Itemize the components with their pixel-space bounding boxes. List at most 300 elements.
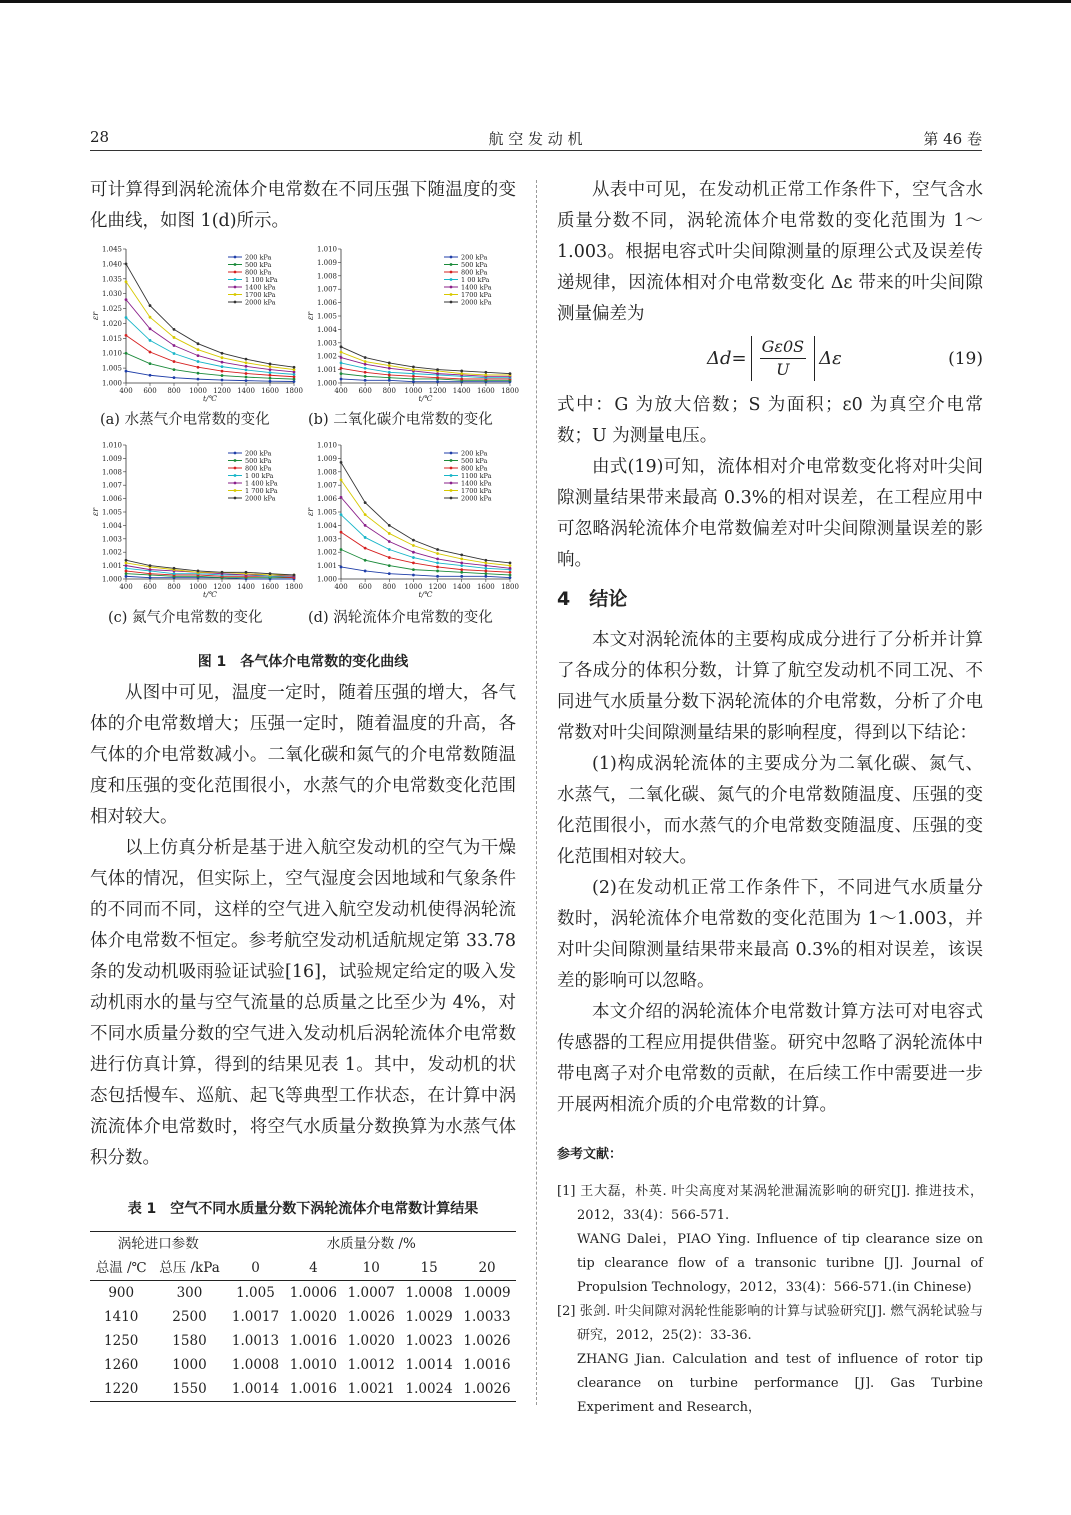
x-tick-label: 800 (382, 387, 396, 395)
data-point (460, 568, 463, 571)
chart-co2 (305, 243, 519, 403)
table-cell: 1.0014 (231, 1381, 280, 1397)
equation-lhs: Δd= (707, 348, 747, 369)
data-point (364, 536, 367, 539)
data-point (125, 370, 128, 373)
data-point (173, 336, 176, 339)
x-tick-label: 1600 (261, 583, 279, 591)
data-point (125, 572, 128, 575)
table-cell: 1250 (104, 1333, 139, 1349)
legend-label: 1700 kPa (461, 486, 492, 495)
data-point (245, 372, 248, 375)
x-tick-label: 1800 (501, 583, 519, 591)
data-point (221, 374, 224, 377)
table-cell: 1.0026 (347, 1309, 395, 1325)
data-point (173, 328, 176, 331)
data-point (245, 368, 248, 371)
data-point (436, 566, 439, 569)
data-point (436, 380, 439, 383)
data-point (125, 567, 128, 570)
data-point (340, 513, 343, 516)
x-tick-label: 1400 (452, 583, 471, 591)
series-line (341, 515, 510, 570)
legend-marker (234, 256, 237, 259)
paragraph: 本文对涡轮流体的主要构成成分进行了分析并计算了各成分的体积分数，计算了航空发动机不同工况、不同进气水质量分数下涡轮流体的介电常数，分析了介电常数对叶尖间隙测量结果的影响程度，得到以下结论： (557, 630, 983, 743)
data-point (293, 371, 296, 374)
table-cell: 1000 (172, 1357, 207, 1373)
equation-fraction (751, 336, 816, 381)
y-tick-label: 1.008 (101, 468, 122, 477)
y-tick-label: 1.007 (316, 481, 337, 490)
table-cell: 1.0012 (347, 1357, 395, 1373)
data-point (269, 572, 272, 575)
table-row (90, 1329, 516, 1353)
data-point (125, 562, 128, 565)
data-point (412, 372, 415, 375)
data-point (293, 368, 296, 371)
data-point (364, 570, 367, 573)
data-point (460, 370, 463, 373)
journal-title: 航 空 发 动 机 (488, 130, 583, 148)
data-point (412, 366, 415, 369)
table-cell: 1260 (104, 1357, 139, 1373)
data-point (293, 574, 296, 577)
legend-marker (450, 497, 453, 500)
x-tick-label: 1600 (261, 387, 279, 395)
legend-marker (450, 263, 453, 266)
data-point (269, 380, 272, 383)
data-point (484, 567, 487, 570)
x-tick-label: 800 (167, 387, 181, 395)
y-tick-label: 1.008 (316, 468, 337, 477)
data-point (245, 365, 248, 368)
data-point (173, 376, 176, 379)
table-cell: 1.0008 (231, 1357, 280, 1373)
y-tick-label: 1.025 (101, 305, 122, 314)
x-tick-label: 1000 (189, 387, 207, 395)
table-cell: 1.0033 (463, 1309, 511, 1325)
data-point (293, 380, 296, 383)
data-point (364, 363, 367, 366)
data-point (388, 371, 391, 374)
data-point (340, 566, 343, 569)
data-point (340, 356, 343, 359)
table-cell: 1.0020 (347, 1333, 395, 1349)
x-tick-label: 1000 (404, 583, 423, 591)
series-line (126, 317, 294, 374)
data-point (412, 368, 415, 371)
legend-marker (450, 474, 453, 477)
data-point (460, 553, 463, 556)
data-point (269, 368, 272, 371)
x-tick-label: 1200 (428, 387, 447, 395)
table-cell: 1.0029 (405, 1309, 453, 1325)
table-cell: 1.0020 (289, 1309, 337, 1325)
data-point (509, 576, 512, 579)
data-point (364, 371, 367, 374)
legend-marker (450, 459, 453, 462)
data-point (269, 371, 272, 374)
x-tick-label: 1400 (452, 387, 471, 395)
legend-label: 1700 kPa (461, 290, 492, 299)
paragraph: 由式(19)可知，流体相对介电常数变化将对叶尖间隙测量结果带来最高 0.3%的相对误差，在工程应用中可忽略涡轮流体介电常数偏差对叶尖间隙测量误差的影响。 (557, 457, 983, 570)
x-tick-label: 600 (143, 583, 157, 591)
y-tick-label: 1.007 (101, 481, 122, 490)
chart-turbine-fluid (305, 439, 519, 599)
y-tick-label: 1.000 (316, 575, 337, 584)
paragraph: 从图中可见，温度一定时，随着压强的增大，各气体的介电常数增大；压强一定时，随着温度的升高，各气体的介电常数减小。二氧化碳和氮气的介电常数随温度和压强的变化范围很小，水蒸气的介电常数变化范围相对较大。 (90, 683, 516, 827)
data-point (364, 559, 367, 562)
table-column-header: 总温 /℃ (95, 1260, 147, 1276)
legend-label: 800 kPa (245, 268, 272, 277)
data-point (269, 374, 272, 377)
reference-item (557, 1300, 983, 1420)
paragraph: (2)在发动机正常工作条件下，不同进气水质量分数时，涡轮流体介电常数的变化范围为 1～1.003，并对叶尖间隙测量结果带来最高 0.3%的相对误差，该误差的影响可以忽略。 (557, 878, 983, 991)
data-point (125, 298, 128, 301)
data-point (412, 544, 415, 547)
legend-label: 1 100 kPa (245, 275, 278, 284)
data-point (340, 367, 343, 370)
data-point (436, 376, 439, 379)
legend-label: 500 kPa (245, 456, 272, 465)
data-point (340, 461, 343, 464)
y-tick-label: 1.040 (101, 260, 122, 269)
legend-label: 2000 kPa (245, 298, 276, 307)
y-tick-label: 1.001 (316, 366, 337, 375)
equation-label: (19) (948, 349, 983, 369)
data-point (221, 365, 224, 368)
legend-marker (450, 452, 453, 455)
paragraph: 本文介绍的涡轮流体介电常数计算方法可对电容式传感器的工程应用提供借鉴。研究中忽略了涡轮流体中带电离子对介电常数的贡献，在后续工作中需要进一步开展两相流介质的介电常数的计算。 (557, 1002, 983, 1115)
table-cell: 1.0016 (289, 1381, 337, 1397)
data-point (412, 551, 415, 554)
table-row (90, 1281, 516, 1306)
y-tick-label: 1.010 (101, 349, 122, 358)
data-point (460, 571, 463, 574)
x-tick-label: 1200 (213, 387, 231, 395)
table-row (90, 1377, 516, 1402)
x-axis-label: t/℃ (203, 394, 217, 403)
legend-marker (234, 301, 237, 304)
table-cell: 1.0023 (405, 1333, 453, 1349)
left-column (90, 175, 519, 1402)
table-cell: 1410 (104, 1309, 139, 1325)
y-axis-label: εr (91, 311, 100, 321)
data-point (340, 372, 343, 375)
x-tick-label: 400 (119, 387, 133, 395)
data-point (388, 379, 391, 382)
y-tick-label: 1.006 (316, 495, 337, 504)
data-point (436, 558, 439, 561)
data-point (293, 378, 296, 381)
data-point (436, 552, 439, 555)
y-tick-label: 1.009 (316, 454, 337, 463)
data-point (149, 316, 152, 319)
x-axis-label: t/℃ (418, 394, 433, 403)
x-tick-label: 1000 (404, 387, 423, 395)
data-point (149, 327, 152, 330)
y-tick-label: 1.004 (316, 325, 337, 334)
data-point (484, 562, 487, 565)
y-tick-label: 1.005 (101, 508, 122, 517)
y-tick-label: 1.000 (101, 575, 122, 584)
legend-marker (450, 278, 453, 281)
data-point (509, 562, 512, 565)
y-axis-label: εr (91, 507, 100, 517)
data-point (149, 351, 152, 354)
data-point (149, 568, 152, 571)
data-point (484, 374, 487, 377)
x-axis-label: t/℃ (203, 590, 217, 599)
y-tick-label: 1.001 (101, 562, 122, 571)
reference-en: WANG Dalei，PIAO Ying. Influence of tip clearance size on tip clearance flow of a transonic turibne [J]. Journal of Propulsion Technology，2012，33(4)：566-571.(in Chinese) (577, 1232, 983, 1295)
data-point (484, 371, 487, 374)
data-point (125, 575, 128, 578)
data-point (484, 564, 487, 567)
data-point (340, 378, 343, 381)
subcaption-c: (c) 氮气介电常数的变化 (108, 610, 263, 626)
legend-marker (234, 452, 237, 455)
table-cell: 1550 (172, 1381, 207, 1397)
x-tick-label: 1000 (189, 583, 207, 591)
table-cell: 1.0016 (463, 1357, 511, 1373)
data-point (460, 564, 463, 567)
y-tick-label: 1.005 (316, 312, 337, 321)
table-cell: 1.0017 (231, 1309, 280, 1325)
data-point (412, 378, 415, 381)
data-point (125, 570, 128, 573)
data-point (364, 360, 367, 363)
data-point (149, 362, 152, 365)
x-tick-label: 1800 (501, 387, 519, 395)
data-point (412, 375, 415, 378)
y-tick-label: 1.002 (101, 548, 122, 557)
data-point (149, 576, 152, 579)
legend-label: 200 kPa (461, 253, 488, 262)
reference-cn: [2] 张剑. 叶尖间隙对涡轮性能影响的计算与试验研究[J]. 燃气涡轮试验与研究，2012，25(2)：33-36. (557, 1304, 983, 1343)
y-tick-label: 1.007 (316, 285, 337, 294)
data-point (197, 354, 200, 357)
legend-marker (450, 271, 453, 274)
figure-1 (90, 243, 519, 647)
legend-marker (234, 482, 237, 485)
page-number: 28 (90, 128, 110, 146)
right-column (557, 175, 983, 1420)
data-point (388, 564, 391, 567)
subcaption-a: (a) 水蒸气介电常数的变化 (100, 412, 270, 428)
data-point (125, 564, 128, 567)
y-tick-label: 1.005 (101, 364, 122, 373)
y-tick-label: 1.035 (101, 275, 122, 284)
data-point (340, 478, 343, 481)
x-tick-label: 1800 (285, 387, 303, 395)
data-point (364, 367, 367, 370)
header-rule (90, 150, 982, 151)
legend-label: 500 kPa (461, 456, 488, 465)
volume-label: 第 46 卷 (923, 130, 982, 148)
legend-label: 1 00 kPa (461, 275, 490, 284)
x-tick-label: 1600 (476, 583, 495, 591)
paragraph: 从表中可见，在发动机正常工作条件下，空气含水质量分数不同，涡轮流体介电常数的变化范围为 1～1.003。根据电容式叶尖间隙测量的原理公式及误差传递规律，因流体相对介电常数变化 Δε 带来的叶尖间隙测量偏差为 (557, 180, 983, 324)
y-tick-label: 1.010 (316, 245, 337, 254)
series-line (341, 347, 510, 374)
data-point (412, 562, 415, 565)
table-cell: 1.0007 (347, 1285, 395, 1301)
series-line (341, 497, 510, 568)
legend-label: 800 kPa (461, 464, 488, 473)
legend-marker (450, 301, 453, 304)
table-cell: 1.005 (236, 1285, 275, 1301)
figure-caption: 图 1 各气体介电常数的变化曲线 (197, 654, 409, 670)
legend-marker (450, 482, 453, 485)
data-point (460, 378, 463, 381)
legend-label: 2000 kPa (245, 494, 276, 503)
legend-marker (234, 271, 237, 274)
data-point (293, 366, 296, 369)
data-point (245, 379, 248, 382)
data-point (388, 364, 391, 367)
data-point (509, 571, 512, 574)
data-point (340, 548, 343, 551)
data-point (245, 361, 248, 364)
data-point (149, 572, 152, 575)
table-cell: 1.0009 (463, 1285, 511, 1301)
legend-label: 2000 kPa (461, 494, 492, 503)
y-axis-label: εr (306, 311, 315, 321)
y-axis-label: εr (306, 507, 315, 517)
table-column-header: 4 (309, 1260, 318, 1276)
table-group-header: 水质量分数 /% (326, 1236, 416, 1252)
data-point (221, 379, 224, 382)
data-point (340, 351, 343, 354)
paragraph: 式中：G 为放大倍数；S 为面积；ε0 为真空介电常数；U 为测量电压。 (557, 395, 983, 446)
data-point (221, 356, 224, 359)
data-point (436, 562, 439, 565)
legend-marker (234, 467, 237, 470)
data-point (509, 564, 512, 567)
x-tick-label: 1200 (213, 583, 231, 591)
data-point (460, 558, 463, 561)
y-tick-label: 1.009 (316, 258, 337, 267)
subcaption-d: (d) 涡轮流体介电常数的变化 (308, 610, 493, 626)
data-point (484, 575, 487, 578)
legend-label: 200 kPa (245, 253, 272, 262)
data-point (388, 532, 391, 535)
table-cell: 1220 (104, 1381, 139, 1397)
table-cell: 900 (108, 1285, 135, 1301)
data-point (388, 376, 391, 379)
data-point (197, 570, 200, 573)
data-point (149, 304, 152, 307)
data-point (173, 572, 176, 575)
legend-label: 1400 kPa (245, 283, 276, 292)
legend-label: 500 kPa (461, 260, 488, 269)
data-point (245, 376, 248, 379)
data-point (364, 375, 367, 378)
data-point (484, 559, 487, 562)
y-tick-label: 1.000 (316, 379, 337, 388)
data-point (173, 344, 176, 347)
subcaption-b: (b) 二氧化碳介电常数的变化 (308, 412, 493, 428)
table-cell: 1580 (172, 1333, 207, 1349)
data-point (340, 496, 343, 499)
data-point (221, 370, 224, 373)
table-column-header: 总压 /kPa (159, 1260, 220, 1276)
data-point (173, 567, 176, 570)
x-tick-label: 1800 (285, 583, 303, 591)
data-point (149, 339, 152, 342)
legend-marker (450, 489, 453, 492)
data-point (245, 571, 248, 574)
data-point (509, 574, 512, 577)
series-line (341, 358, 510, 377)
x-tick-label: 1600 (476, 387, 495, 395)
data-point (412, 574, 415, 577)
data-point (388, 556, 391, 559)
y-tick-label: 1.004 (101, 521, 122, 530)
table-cell: 1.0024 (405, 1381, 453, 1397)
data-point (269, 363, 272, 366)
x-tick-label: 600 (143, 387, 157, 395)
data-point (269, 377, 272, 380)
y-tick-label: 1.003 (316, 535, 337, 544)
legend-label: 200 kPa (245, 449, 272, 458)
data-point (125, 334, 128, 337)
chart-nitrogen (90, 439, 303, 599)
data-point (388, 548, 391, 551)
data-point (340, 345, 343, 348)
data-point (293, 375, 296, 378)
table-cell: 1.0016 (289, 1333, 337, 1349)
table-cell: 1.0014 (405, 1357, 453, 1373)
y-tick-label: 1.045 (101, 245, 122, 254)
y-tick-label: 1.004 (316, 521, 337, 530)
reference-item (557, 1180, 983, 1300)
table-cell: 1.0008 (405, 1285, 453, 1301)
legend-marker (450, 256, 453, 259)
legend-label: 2000 kPa (461, 298, 492, 307)
data-point (364, 501, 367, 504)
data-point (388, 362, 391, 365)
legend-marker (234, 474, 237, 477)
legend-marker (234, 459, 237, 462)
data-point (197, 372, 200, 375)
data-point (125, 559, 128, 562)
data-point (388, 572, 391, 575)
legend-label: 200 kPa (461, 449, 488, 458)
table-row (90, 1305, 516, 1329)
data-point (460, 575, 463, 578)
x-tick-label: 400 (334, 583, 348, 591)
data-point (173, 368, 176, 371)
data-point (293, 373, 296, 376)
data-point (460, 562, 463, 565)
data-point (484, 570, 487, 573)
table-row (90, 1353, 516, 1377)
data-point (388, 524, 391, 527)
equation-numerator: Gε0S (760, 336, 807, 359)
legend-label: 1700 kPa (245, 290, 276, 299)
reference-en: ZHANG Jian. Calculation and test of influence of rotor tip clearance on turbine performance [J]. Gas Turbine Experiment and Research， (577, 1352, 983, 1415)
x-tick-label: 400 (119, 583, 133, 591)
legend-label: 1400 kPa (461, 283, 492, 292)
data-point (436, 570, 439, 573)
y-tick-label: 1.003 (101, 535, 122, 544)
legend-label: 1100 kPa (461, 471, 492, 480)
data-point (412, 380, 415, 383)
data-point (412, 539, 415, 542)
y-tick-label: 1.009 (101, 454, 122, 463)
